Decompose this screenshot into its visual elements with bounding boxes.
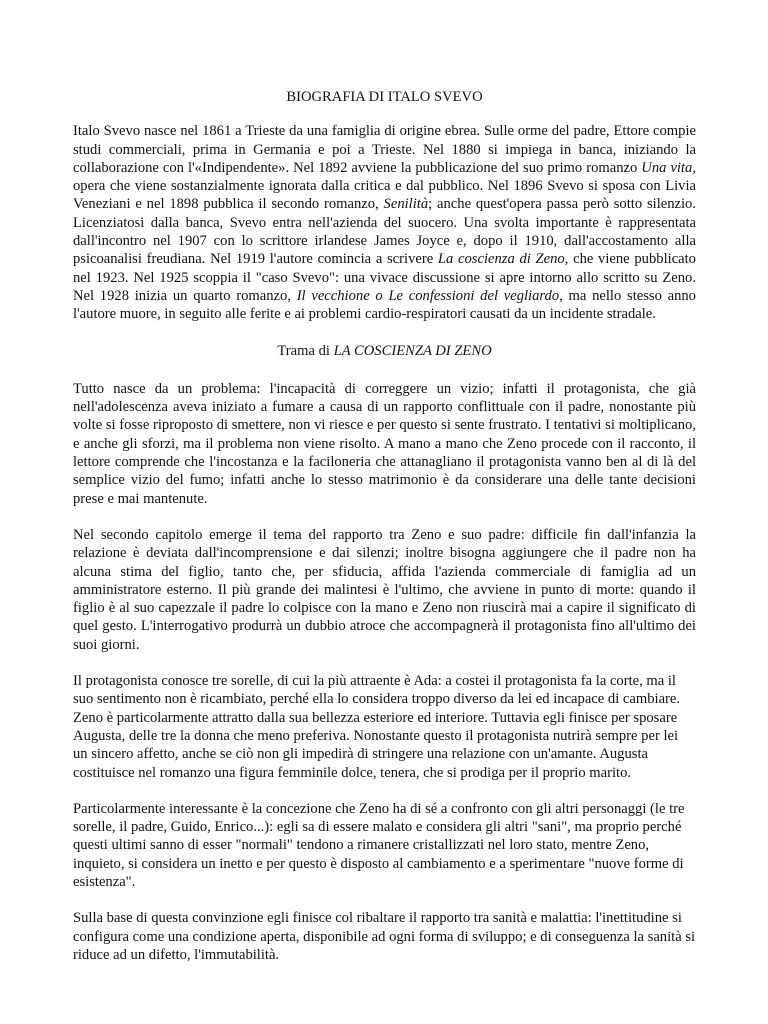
bio-text-2: , opera che viene sostanzialmente ignorata dalla critica e dal pubblico. Nel 1896 Svevo si sposa con Livia Veneziani e nel 1898 pubblica il secondo romanzo, <box>73 159 696 213</box>
bio-text-3: ; anche quest'opera passa però sotto silenzio. Licenziatosi dalla banca, Svevo entra nell'azienda del suocero. Una svolta importante è rappresentata dall'incontro nel 1907 con lo scrittore irlandese James Joyce e, dopo il 1910, dall'accostamento alla psicoanalisi freudiana. Nel 1919 l'autore comincia a scrivere <box>73 196 696 268</box>
bio-italic-vecchione: Il vecchione o Le confessioni del vegliardo <box>296 287 560 304</box>
bio-text-5: , ma nello stesso anno l'autore muore, in seguito alle ferite e ai problemi cardio-respiratori causati da un incidente stradale. <box>73 287 696 323</box>
paragraph-sisters: Il protagonista conosce tre sorelle, di cui la più attraente è Ada: a costei il protagonista fa la corte, ma il suo sentimento non è ricambiato, perché ella lo considera troppo diverso da lei ed incapace di cambiare. <box>73 673 681 708</box>
document-title: BIOGRAFIA DI ITALO SVEVO <box>286 89 483 105</box>
bio-text-4: , che viene pubblicato nel 1923. Nel 1925 scoppia il "caso Svevo": una vivace discussione si apre intorno allo scritto su Zeno. Nel 1928 inizia un quarto romanzo, <box>73 251 696 304</box>
bio-text-1: Italo Svevo nasce nel 1861 a Trieste da una famiglia di origine ebrea. Sulle orme del padre, Ettore compie studi commerciali, prima in Germania e poi a Trieste. Nel 1880 si impiega in banca, iniziando la collaborazione con l'«Indipendente». Nel 1892 avviene la pubblicazione del suo primo romanzo <box>73 123 696 176</box>
section-heading-label: Trama di <box>277 342 334 359</box>
section-heading-title: LA COSCIENZA DI ZENO <box>333 342 492 359</box>
paragraph-illness-conception: Particolarmente interessante è la concezione che Zeno ha di sé a confronto con gli altri personaggi (le tre sorelle, il padre, Guido, Enrico...): egli sa di essere malato e considera gli altri "sani", ma proprio perché questi ultimi sanno di esser "normali" tendono a rimanere cristallizzati nel loro stato, mentre Zeno, inquieto, si considera un inetto e per questo è disposto al cambiamento e a sperimentare "nuove forme di esistenza". <box>73 800 685 890</box>
paragraph-augusta: Zeno è particolarmente attratto dalla sua bellezza esteriore ed interiore. Tuttavia egli finisce per sposare Augusta, delle tre la donna che meno preferiva. Nonostante questo il protagonista nutrirà sempre per lei un sincero affetto, anche se ciò non gli impedirà di stringere una relazione con un'amante. Augusta costituisce nel romanzo una figura femminile dolce, tenera, che si prodiga per il proprio marito. <box>73 709 679 781</box>
section-heading <box>73 342 696 360</box>
bio-italic-senilita: Senilità <box>383 196 429 213</box>
paragraph-smoking: Tutto nasce da un problema: l'incapacità di correggere un vizio; infatti il protagonista, che già nell'adolescenza aveva iniziato a fumare a causa di un rapporto conflittuale con il padre, nonostante più volte si fosse riproposto di smettere, non vi riesce e per questo si sente frustrato. I tentativi si moltiplicano, e anche gli sforzi, ma il problema non viene risolto. A mano a mano che Zeno procede con il racconto, il lettore comprende che l'incostanza e la faciloneria che attanagliano il protagonista vanno ben al di là del semplice vizio del fumo; infatti anche lo stesso matrimonio è da considerare una delle tante decisioni prese e mai mantenute. <box>73 380 696 507</box>
bio-italic-una-vita: Una vita <box>641 159 693 176</box>
paragraph-health-reversal: Sulla base di questa convinzione egli finisce col ribaltare il rapporto tra sanità e malattia: l'inettitudine si configura come una condizione aperta, disponibile ad ogni forma di sviluppo; e di conseguenza la sanità si riduce ad un difetto, l'immutabilità. <box>73 910 696 963</box>
biography-paragraph <box>73 122 696 323</box>
paragraph-father: Nel secondo capitolo emerge il tema del rapporto tra Zeno e suo padre: difficile fin dall'infanzia la relazione è deviata dall'incomprensione e dai silenzi; inoltre bisogna aggiungere che il padre non ha alcuna stima del figlio, tanto che, per sfiducia, affida l'azienda commerciale di famiglia ad un amministratore esterno. Il più grande dei malintesi è l'ultimo, che avviene in punto di morte: quando il figlio è al suo capezzale il padre lo colpisce con la mano e Zeno non riuscirà mai a capire il significato di quel gesto. L'interrogativo produrrà un dubbio atroce che accompagnerà il protagonista fino all'ultimo dei suoi giorni. <box>73 526 696 653</box>
document-page <box>73 88 696 982</box>
bio-italic-coscienza: La coscienza di Zeno <box>437 251 565 268</box>
